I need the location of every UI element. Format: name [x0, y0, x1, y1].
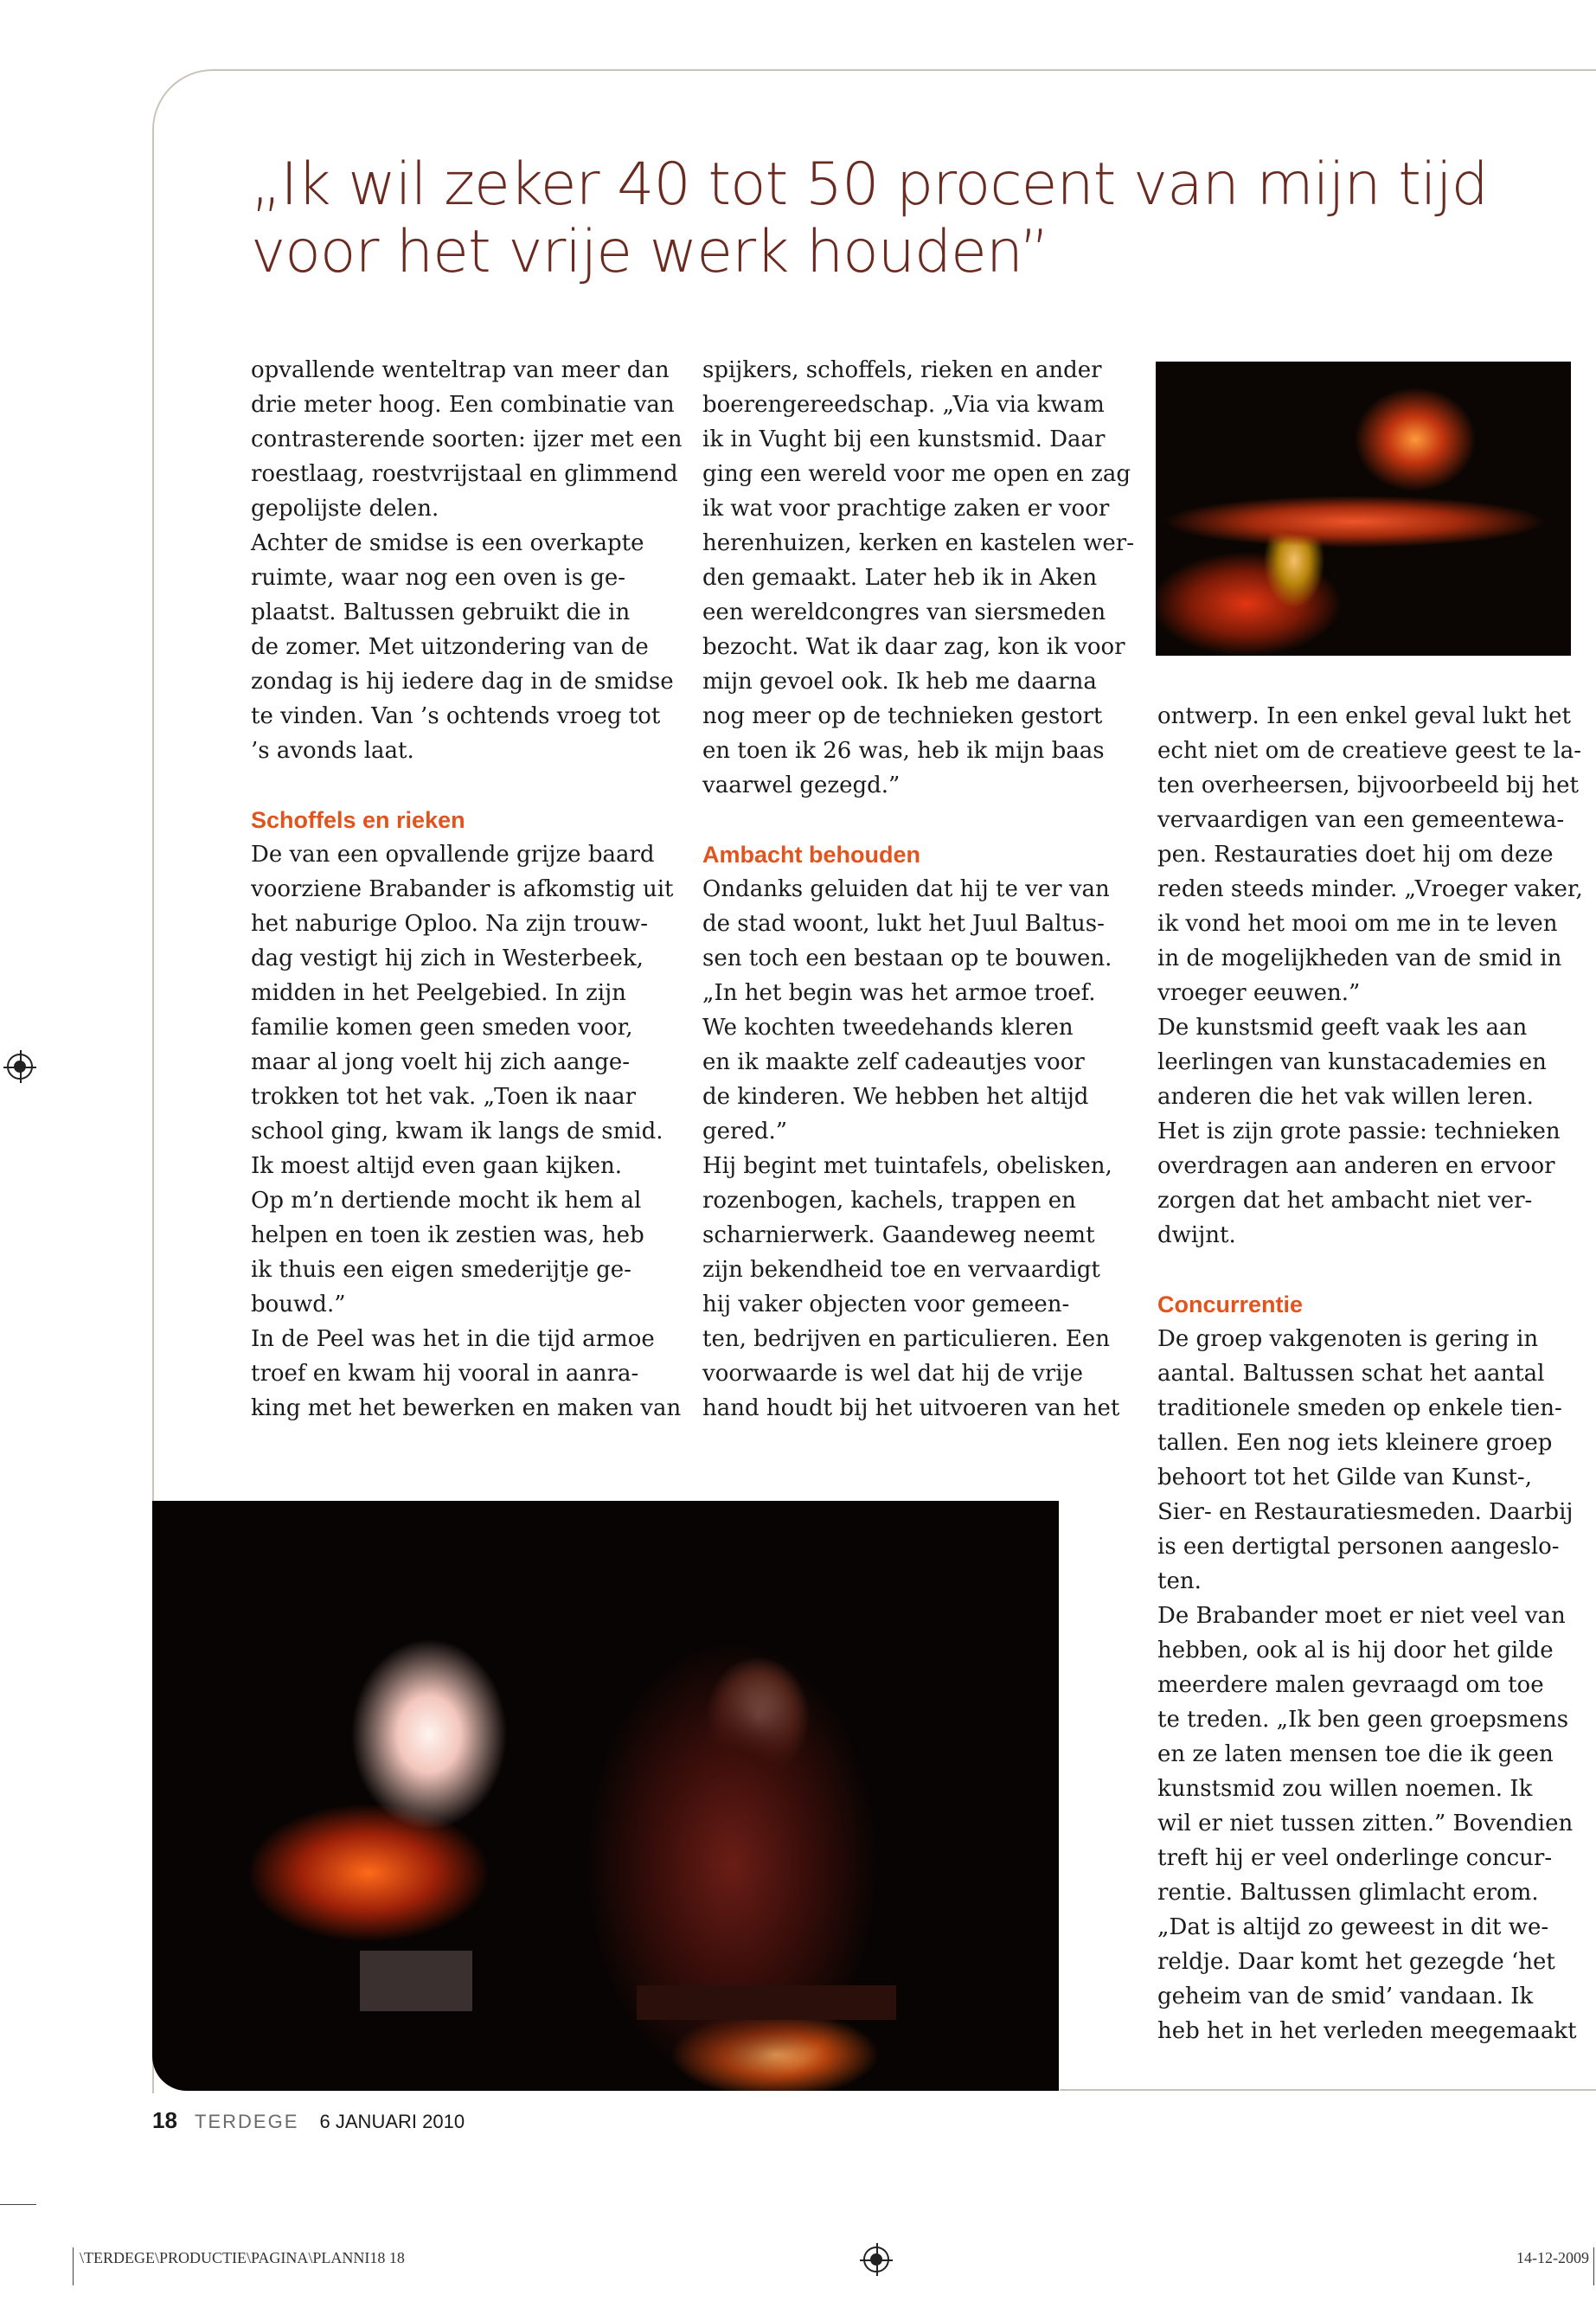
- column-2-paragraphs: [702, 353, 1144, 803]
- text-line: De kunstsmid geeft vaak les aan: [1157, 1015, 1528, 1041]
- text-line: scharnierwerk. Gaandeweg neemt: [702, 1222, 1095, 1248]
- text-line: gered.”: [702, 1118, 788, 1144]
- text-line: dwijnt.: [1157, 1222, 1236, 1248]
- text-line: bezocht. Wat ik daar zag, kon ik voor: [702, 634, 1125, 660]
- text-line: ik vond het mooi om me in te leven: [1157, 911, 1558, 937]
- text-line: Achter de smidse is een overkapte: [251, 530, 644, 556]
- text-line: Hij begint met tuintafels, obelisken,: [702, 1153, 1112, 1179]
- text-line: behoort tot het Gilde van Kunst-,: [1157, 1465, 1532, 1490]
- magazine-name: TERDEGE: [195, 2111, 299, 2132]
- trim-mark-bottom-left: [73, 2247, 74, 2285]
- text-line: bouwd.”: [251, 1292, 346, 1317]
- text-line: vaarwel gezegd.”: [702, 772, 901, 798]
- text-line: contrasterende soorten: ijzer met een: [251, 426, 683, 452]
- frame-bottom-rule: [1060, 2089, 1596, 2091]
- text-line: plaatst. Baltussen gebruikt die in: [251, 599, 631, 625]
- slug-path: \TERDEGE\PRODUCTIE\PAGINA\PLANNI18 18: [80, 2249, 405, 2266]
- text-line: te vinden. Van ’s ochtends vroeg tot: [251, 703, 661, 729]
- text-line: de kinderen. We hebben het altijd: [702, 1084, 1089, 1110]
- text-line: meerdere malen gevraagd om toe: [1157, 1672, 1544, 1698]
- text-line: te treden. „Ik ben geen groepsmens: [1157, 1707, 1569, 1733]
- column-1b-paragraphs: [251, 837, 683, 1426]
- text-line: ’s avonds laat.: [251, 738, 414, 764]
- text-line: hebben, ook al is hij door het gilde: [1157, 1638, 1554, 1663]
- text-line: spijkers, schoffels, rieken en ander: [702, 357, 1102, 383]
- text-line: zondag is hij iedere dag in de smidse: [251, 669, 674, 695]
- text-line: ik wat voor prachtige zaken er voor: [702, 496, 1110, 522]
- text-line: helpen en toen ik zestien was, heb: [251, 1222, 644, 1248]
- text-line: echt niet om de creatieve geest te la-: [1157, 738, 1581, 764]
- text-column-1: [251, 353, 683, 1426]
- text-line: roestlaag, roestvrijstaal en glimmend: [251, 461, 678, 487]
- headline: [251, 151, 1488, 286]
- text-line: ten overheersen, bijvoorbeeld bij het: [1157, 772, 1579, 798]
- subhead-concurrentie: Concurrentie: [1157, 1292, 1304, 1317]
- text-line: treft hij er veel onderlinge concur-: [1157, 1845, 1553, 1871]
- trim-mark-bottom-right: [1593, 2247, 1594, 2285]
- text-line: leerlingen van kunstacademies en: [1157, 1049, 1547, 1075]
- text-line: „In het begin was het armoe troef.: [702, 980, 1096, 1006]
- text-line: troef en kwam hij vooral in aanra-: [251, 1361, 639, 1387]
- photo-bench-shape: [360, 1951, 472, 2011]
- text-line: ik in Vught bij een kunstsmid. Daar: [702, 426, 1106, 452]
- text-line: De van een opvallende grijze baard: [251, 842, 655, 868]
- photo-anvil-shape: [637, 1985, 896, 2020]
- text-line: reldje. Daar komt het gezegde ‘het: [1157, 1949, 1555, 1975]
- text-line: nog meer op de technieken gestort: [702, 703, 1103, 729]
- text-line: heb het in het verleden meegemaakt: [1157, 2018, 1577, 2044]
- text-line: In de Peel was het in die tijd armoe: [251, 1326, 655, 1352]
- text-line: boerengereedschap. „Via via kwam: [702, 392, 1105, 418]
- subhead-ambacht-behouden: Ambacht behouden: [702, 842, 921, 868]
- column-3b-paragraphs: [1157, 1322, 1590, 2048]
- text-line: dag vestigt hij zich in Westerbeek,: [251, 945, 644, 971]
- text-line: zorgen dat het ambacht niet ver-: [1157, 1188, 1533, 1214]
- text-line: aantal. Baltussen schat het aantal: [1157, 1361, 1545, 1387]
- text-line: ontwerp. In een enkel geval lukt het: [1157, 703, 1571, 729]
- text-line: Op m’n dertiende mocht ik hem al: [251, 1188, 642, 1214]
- text-line: gepolijste delen.: [251, 496, 439, 522]
- headline-line-1: „Ik wil zeker 40 tot 50 procent van mijn tijd: [251, 151, 1488, 219]
- text-line: midden in het Peelgebied. In zijn: [251, 980, 626, 1006]
- text-line: ik thuis een eigen smederijtje ge-: [251, 1257, 631, 1283]
- subhead-schoffels-en-rieken: Schoffels en rieken: [251, 807, 465, 833]
- text-line: reden steeds minder. „Vroeger vaker,: [1157, 876, 1583, 902]
- text-line: Het is zijn grote passie: technieken: [1157, 1118, 1561, 1144]
- registration-mark-left: [7, 1054, 33, 1080]
- text-line: en ze laten mensen toe die ik geen: [1157, 1741, 1554, 1767]
- text-line: den gemaakt. Later heb ik in Aken: [702, 565, 1098, 591]
- text-line: de zomer. Met uitzondering van de: [251, 634, 649, 660]
- text-line: Sier- en Restauratiesmeden. Daarbij: [1157, 1499, 1574, 1525]
- text-line: kunstsmid zou willen noemen. Ik: [1157, 1776, 1533, 1802]
- slug-date: 14-12-2009: [1516, 2249, 1589, 2266]
- column-3-paragraphs: [1157, 699, 1590, 1253]
- text-line: tallen. Een nog iets kleinere groep: [1157, 1430, 1553, 1456]
- text-line: drie meter hoog. Een combinatie van: [251, 392, 675, 418]
- text-line: familie komen geen smeden voor,: [251, 1015, 633, 1041]
- forge-fire-photo: [1156, 362, 1571, 656]
- text-line: maar al jong voelt hij zich aange-: [251, 1049, 631, 1075]
- text-line: „Dat is altijd zo geweest in dit we-: [1157, 1914, 1549, 1940]
- text-line: opvallende wenteltrap van meer dan: [251, 357, 670, 383]
- text-line: voorwaarde is wel dat hij de vrije: [702, 1361, 1083, 1387]
- text-line: voorziene Brabander is afkomstig uit: [251, 876, 674, 902]
- text-line: Ik moest altijd even gaan kijken.: [251, 1153, 622, 1179]
- text-line: ten, bedrijven en particulieren. Een: [702, 1326, 1110, 1352]
- text-line: ruimte, waar nog een oven is ge-: [251, 565, 626, 591]
- text-line: anderen die het vak willen leren.: [1157, 1084, 1534, 1110]
- text-line: Ondanks geluiden dat hij te ver van: [702, 876, 1110, 902]
- text-line: vervaardigen van een gemeentewa-: [1157, 807, 1565, 833]
- column-2b-paragraphs: [702, 872, 1144, 1426]
- text-line: is een dertigtal personen aangeslo-: [1157, 1534, 1560, 1560]
- page-number: 18: [152, 2107, 177, 2133]
- text-line: rozenbogen, kachels, trappen en: [702, 1188, 1076, 1214]
- headline-line-2: voor het vrije werk houden”: [251, 218, 1049, 286]
- text-line: het naburige Oploo. Na zijn trouw-: [251, 911, 649, 937]
- text-line: traditionele smeden op enkele tien-: [1157, 1395, 1562, 1421]
- text-line: in de mogelijkheden van de smid in: [1157, 945, 1562, 971]
- text-line: ging een wereld voor me open en zag: [702, 461, 1131, 487]
- text-line: de stad woont, lukt het Juul Baltus-: [702, 911, 1105, 937]
- blacksmith-photo: [152, 1501, 1059, 2091]
- text-line: rentie. Baltussen glimlacht erom.: [1157, 1880, 1539, 1906]
- page-folio: [152, 2107, 465, 2134]
- text-line: De groep vakgenoten is gering in: [1157, 1326, 1539, 1352]
- text-line: hij vaker objecten voor gemeen-: [702, 1292, 1070, 1317]
- text-line: We kochten tweedehands kleren: [702, 1015, 1074, 1041]
- text-line: en ik maakte zelf cadeautjes voor: [702, 1049, 1085, 1075]
- trim-mark-left: [0, 2204, 36, 2205]
- text-line: school ging, kwam ik langs de smid.: [251, 1118, 663, 1144]
- text-column-3: [1157, 699, 1590, 2048]
- text-line: en toen ik 26 was, heb ik mijn baas: [702, 738, 1105, 764]
- text-line: king met het bewerken en maken van: [251, 1395, 682, 1421]
- text-line: hand houdt bij het uitvoeren van het: [702, 1395, 1120, 1421]
- text-line: De Brabander moet er niet veel van: [1157, 1603, 1566, 1629]
- text-line: ten.: [1157, 1568, 1202, 1594]
- text-line: geheim van de smid’ vandaan. Ik: [1157, 1984, 1534, 2009]
- issue-date: 6 JANUARI 2010: [319, 2111, 465, 2132]
- text-line: vroeger eeuwen.”: [1157, 980, 1361, 1006]
- text-line: trokken tot het vak. „Toen ik naar: [251, 1084, 636, 1110]
- registration-mark-bottom: [863, 2247, 889, 2272]
- column-1-paragraphs: [251, 353, 683, 768]
- text-line: mijn gevoel ook. Ik heb me daarna: [702, 669, 1097, 695]
- text-line: een wereldcongres van siersmeden: [702, 599, 1106, 625]
- text-line: zijn bekendheid toe en vervaardigt: [702, 1257, 1100, 1283]
- text-line: pen. Restauraties doet hij om deze: [1157, 842, 1554, 868]
- text-line: overdragen aan anderen en ervoor: [1157, 1153, 1555, 1179]
- text-line: herenhuizen, kerken en kastelen wer-: [702, 530, 1134, 556]
- text-line: sen toch een bestaan op te bouwen.: [702, 945, 1112, 971]
- text-line: wil er niet tussen zitten.” Bovendien: [1157, 1811, 1574, 1836]
- text-column-2: [702, 353, 1144, 1426]
